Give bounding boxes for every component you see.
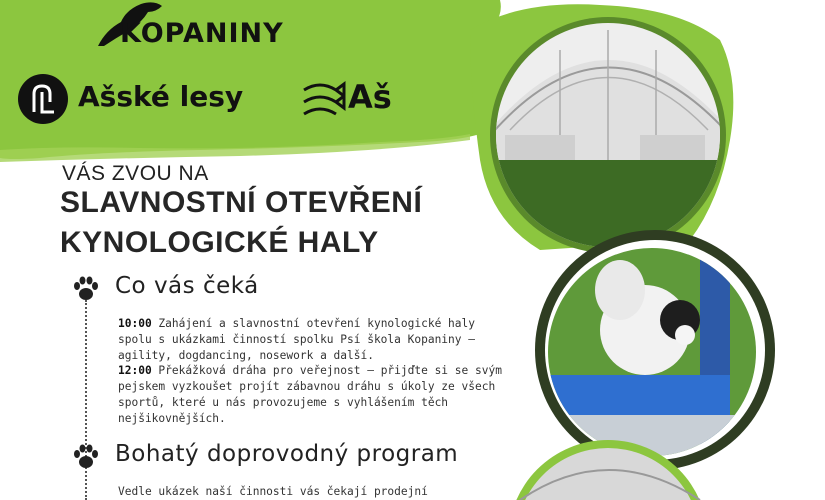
schedule-desc: Překážková dráha pro veřejnost – přijďte si se svým pejskem vyzkoušet projít zábavnou dráhu s úkoly ze všech sportů, které u nás provozujeme s vyhlášením těch nejšikovnějších. (118, 364, 502, 425)
paw-icon (72, 275, 100, 303)
dog-photo-circle (535, 230, 775, 475)
invite-text: VÁS ZVOU NA (62, 162, 209, 185)
schedule-item (118, 316, 508, 363)
schedule-time: 10:00 (118, 317, 152, 330)
program-text: Vedle ukázek naší činnosti vás čekají prodejní (118, 485, 428, 498)
schedule-time: 12:00 (118, 364, 152, 378)
headline-line-1: SLAVNOSTNÍ OTEVŘENÍ (60, 186, 423, 219)
paw-icon (72, 443, 100, 471)
fish-icon (300, 80, 346, 120)
headline-line-2: KYNOLOGICKÉ HALY (60, 226, 379, 259)
schedule-item (118, 363, 508, 426)
section-title-co-vas-ceka: Co vás čeká (115, 273, 259, 299)
kopaniny-logo: KOPANINY (120, 18, 284, 49)
asske-lesy-badge-icon (18, 74, 68, 124)
section-title-doprovodny-program: Bohatý doprovodný program (115, 441, 459, 467)
asske-lesy-logo: Ašské lesy (78, 80, 244, 113)
schedule-text (118, 316, 508, 427)
schedule-desc: Zahájení a slavnostní otevření kynologické haly spolu s ukázkami činností spolku Psí škola Kopaniny – agility, dogdancing, nosework a další. (118, 317, 475, 362)
as-logo: Aš (348, 78, 392, 116)
